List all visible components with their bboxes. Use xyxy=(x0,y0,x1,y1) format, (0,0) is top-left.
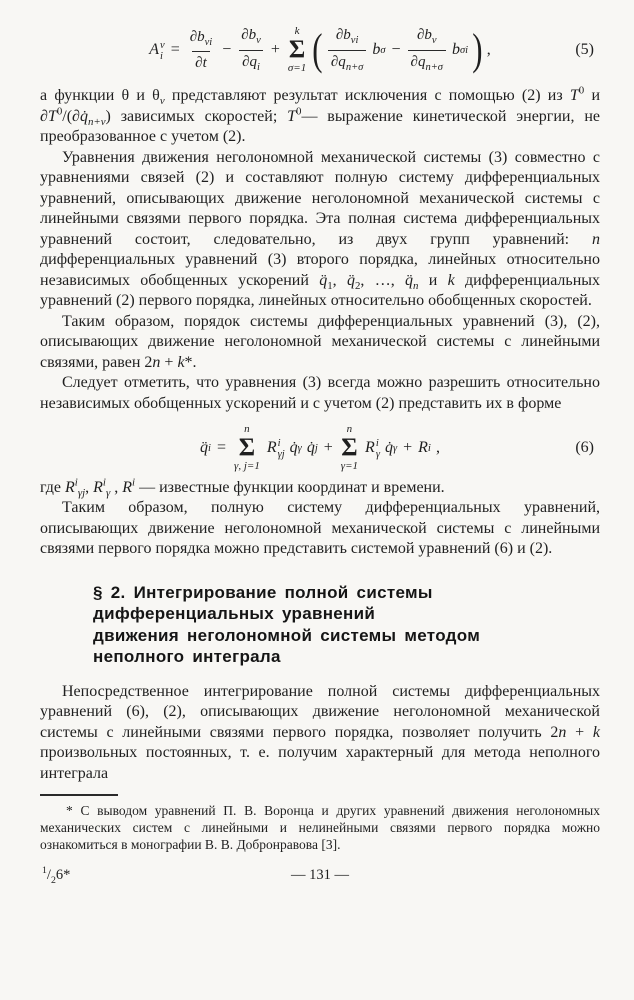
fraction: $\frac{\partial b_{\nu i}}{\partial q_{n+\sigma}}$ xyxy=(328,26,366,74)
fraction: $\frac{\partial b_{\nu i}}{\partial t}$ xyxy=(189,28,213,72)
equation-5 xyxy=(40,26,600,74)
section-heading-line: дифференциальных уравнений xyxy=(93,604,376,624)
equation-6 xyxy=(40,424,600,472)
paragraph-note-equations: Следует отметить, что уравнения (3) всегда можно разрешить относительно независимых обобщенных ускорений и с учетом (2) представить их в форме xyxy=(40,374,600,412)
sigma-symbol: Σ xyxy=(238,434,256,462)
equation-number: (6) xyxy=(575,439,594,457)
equation-6-math: q̈ i = n Σ γ, j=1 R i γj q̇ γ q̇ j + n Σ γ=1 R i γ q̇ γ + R i , xyxy=(200,423,440,472)
summation: n Σ γ, j=1 xyxy=(234,423,260,472)
sigma-symbol: Σ xyxy=(341,434,358,462)
paragraph-equations-of-motion: Уравнения движения неголономной механической системы (3) совместно с уравнениями связей (2) и составляют полную систему дифференциальных уравнений, описывающих движение неголономной механической системы с линейными связями первого порядка. Эта полная система дифференциальных уравнений состоит, следовательно, из двух групп уравнений: n дифференциальных уравнений (3) второго порядка, линейных относительно независимых обобщенных ускорений $q̈_1$, $q̈_2$, …, $q̈_n$ и k дифференциальных уравнений (2) первого порядка, линейных относительно обобщенных скоростей. xyxy=(40,148,601,310)
eq5-lhs: A ν i xyxy=(149,39,165,63)
fraction: $\frac{\partial b_\nu}{\partial q_i}$ xyxy=(238,26,264,74)
page-footer xyxy=(40,867,600,889)
signature-mark: $^1/_26*$ xyxy=(42,865,71,887)
equation-5-math: A ν i = $\frac{\partial b_{\nu i}}{\partial t}$ − $\frac{\partial b_\nu}{\partial q_i}$ + k Σ σ=1 ( $\frac{\partial b_{\nu i}}{\partial q_{n+\sigma}}$ b σ − $\frac{\partial b_\nu}{\partial q_{n+\sigma}}$ b σi ) , xyxy=(149,25,491,75)
summation: n Σ γ=1 xyxy=(340,423,359,472)
page-number: — 131 — xyxy=(291,867,349,884)
paragraph-where-R: где $R^i_{\gamma j}$, $R^i_\gamma$ , $R^i$ — известные функции координат и времени. xyxy=(40,476,445,500)
section-heading-line: неполного интеграла xyxy=(93,647,281,667)
eq6-lhs: q̈ i xyxy=(200,439,211,457)
paragraph-system-order: Таким образом, порядок системы дифференциальных уравнений (3), (2), описывающих движение неголономной механической системы с линейными связями, равен 2n + k*. xyxy=(40,312,600,371)
summation: k Σ σ=1 xyxy=(287,25,307,74)
paragraph-full-system: Таким образом, полную систему дифференциальных уравнений, описывающих движение неголономной механической системы с линейными связями первого порядка можно представить системой уравнений (6) и (2). xyxy=(40,499,600,558)
right-paren: ) xyxy=(472,25,483,75)
section-heading xyxy=(93,582,600,668)
footnote: * С выводом уравнений П. В. Воронца и других уравнений движения неголономных механических систем с линейными и нелинейными связями первого порядка можно ознакомиться в монографии В. В. Добронравова [3]. xyxy=(40,803,600,853)
paragraph-theta-functions: а функции θ и $\theta_\nu$ представляют результат исключения с помощью (2) из $T^0$ и $\partial T^0/(\partial q̇_{n+\nu})$ зависимых скоростей; $T^0—$ выражение кинетической энергии, не преобразованное с учетом (2). xyxy=(40,84,601,146)
footnote-rule xyxy=(40,794,118,796)
sigma-symbol: Σ xyxy=(288,36,306,64)
section-heading-line: движения неголономной системы методом xyxy=(93,625,481,645)
left-paren: ( xyxy=(312,25,323,75)
equation-number: (5) xyxy=(575,41,594,59)
section-heading-line: § 2. Интегрирование полной системы xyxy=(93,582,433,602)
paragraph-direct-integration: Непосредственное интегрирование полной системы дифференциальных уравнений (6), (2), описывающих движение неголономной механической системы с линейными связями первого порядка, позволяет получить 2n + k произвольных постоянных, т. е. получим характерный для метода неполного интеграла xyxy=(40,682,600,782)
fraction: $\frac{\partial b_\nu}{\partial q_{n+\sigma}}$ xyxy=(408,26,446,74)
